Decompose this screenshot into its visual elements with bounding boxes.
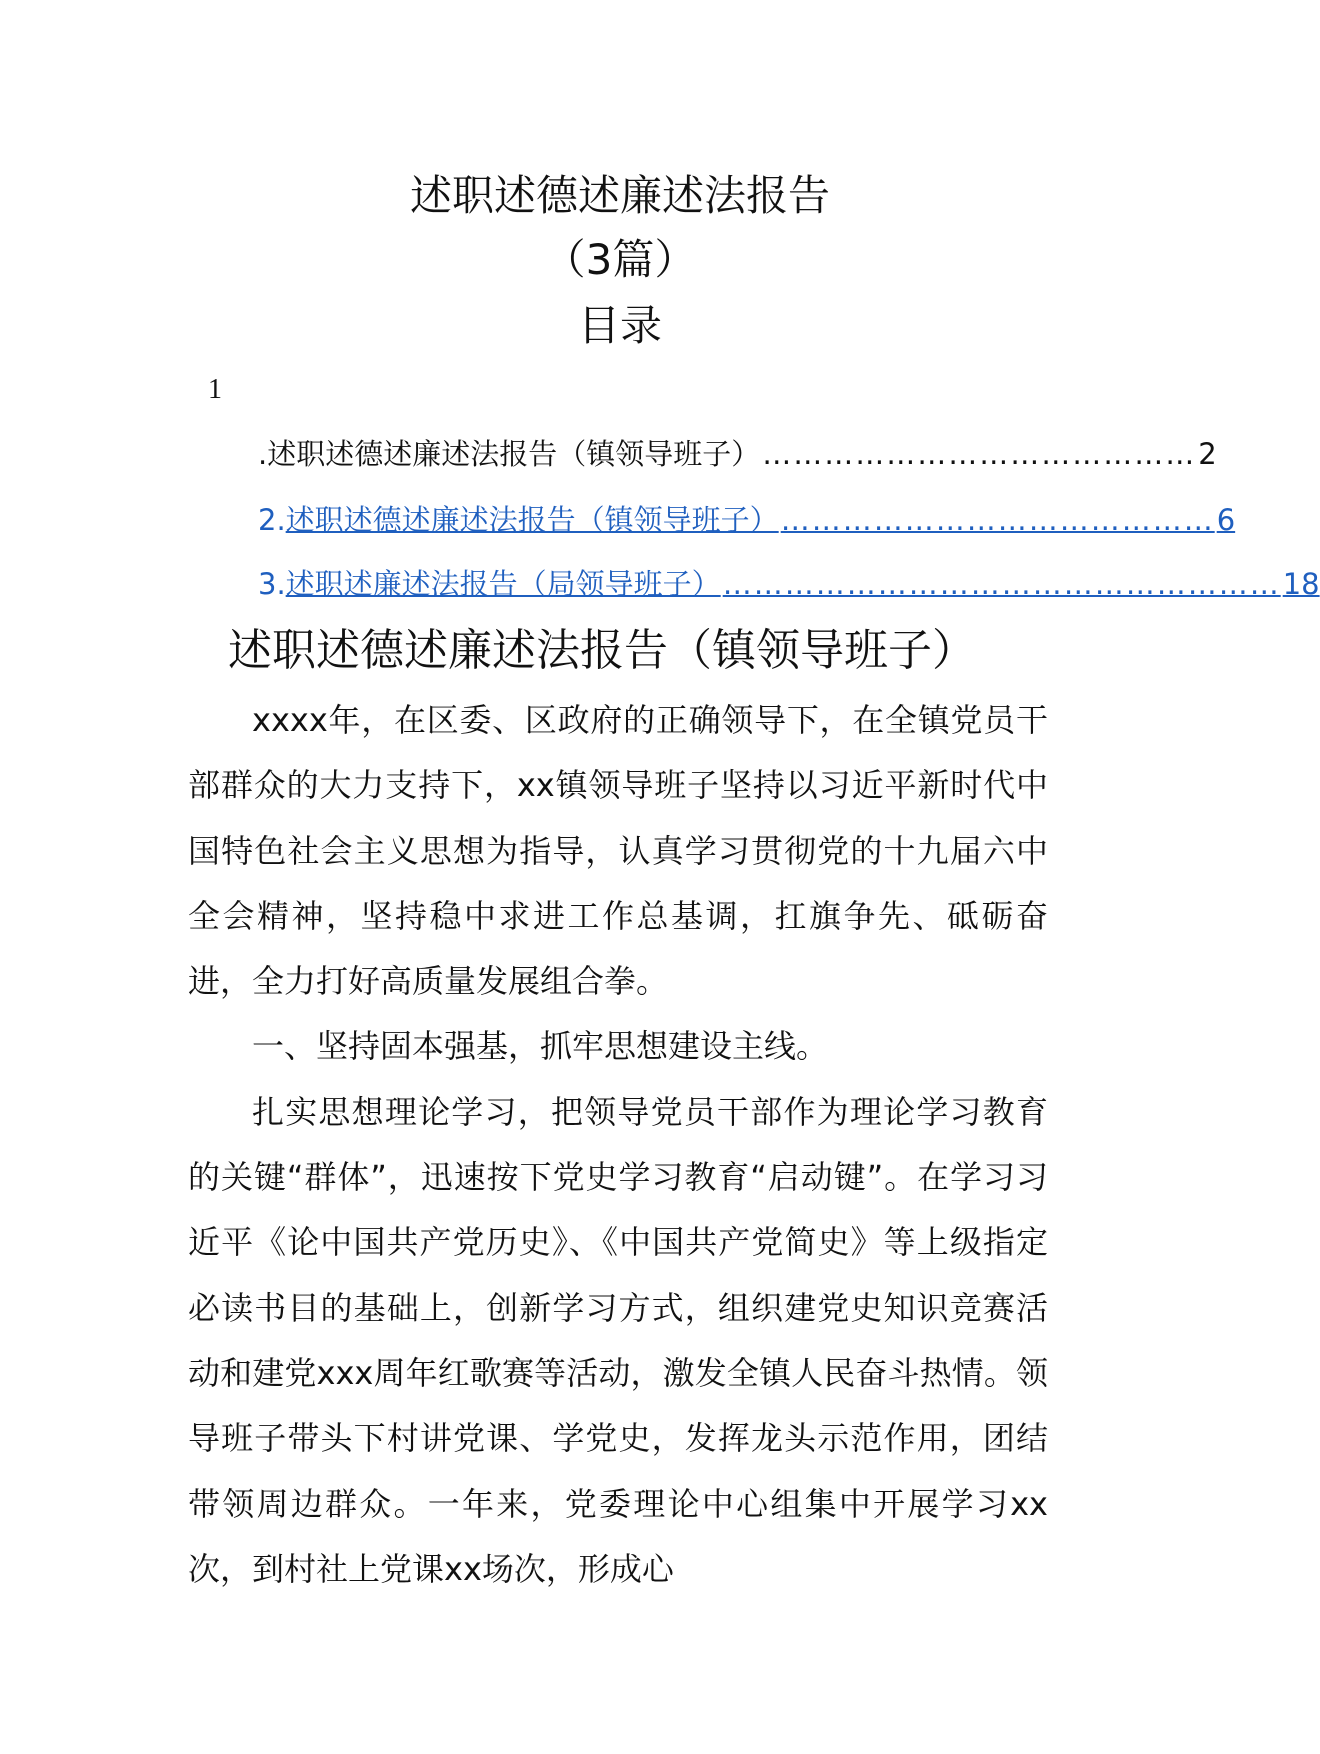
toc-entry-text[interactable]: 述职述德述廉述法报告（镇领导班子） bbox=[285, 503, 779, 537]
toc-heading: 目录 bbox=[577, 301, 662, 350]
toc-entry-text[interactable]: 述职述廉述法报告（局领导班子） bbox=[285, 567, 721, 601]
toc-page-number[interactable]: 18 bbox=[1282, 567, 1320, 601]
toc-leader-dots: …………………………………… bbox=[762, 437, 1197, 471]
toc-leader-dots[interactable]: ……………………………………………… bbox=[722, 567, 1281, 601]
paragraph-intro: xxxx年，在区委、区政府的正确领导下，在全镇党员干部群众的大力支持下，xx镇领导班子坚持以习近平新时代中国特色社会主义思想为指导，认真学习贯彻党的十九届六中全会精神，坚持稳中求进工作总基调，扛旗争先、砥砺奋进，全力打好高质量发展组合拳。 bbox=[188, 701, 1048, 1001]
paragraph-subheading: 一、坚持固本强基，抓牢思想建设主线。 bbox=[252, 1027, 829, 1066]
toc-leader-dots[interactable]: …………………………………… bbox=[780, 503, 1215, 537]
section-heading: 述职述德述廉述法报告（镇领导班子） bbox=[228, 625, 976, 676]
toc-entry-1[interactable] bbox=[258, 434, 1217, 474]
toc-entry-3-link[interactable] bbox=[258, 564, 1320, 604]
toc-number: 1 bbox=[208, 374, 222, 405]
document-count: （3篇） bbox=[543, 235, 697, 284]
toc-page-number: 2 bbox=[1198, 437, 1217, 471]
paragraph-study: 扎实思想理论学习，把领导党员干部作为理论学习教育的关键“群体”，迅速按下党史学习教育“启动键”。在学习习近平《论中国共产党历史》、《中国共产党简史》等上级指定必读书目的基础上，创新学习方式，组织建党史知识竞赛活动和建党xxx周年红歌赛等活动，激发全镇人民奋斗热情。领导班子带头下村讲党课、学党史，发挥龙头示范作用，团结带领周边群众。一年来，党委理论中心组集中开展学习xx次，到村社上党课xx场次，形成心 bbox=[188, 1092, 1048, 1588]
toc-entry-text: .述职述德述廉述法报告（镇领导班子） bbox=[258, 437, 761, 471]
toc-entry-2-link[interactable] bbox=[258, 500, 1236, 540]
toc-entry-index: 2. bbox=[258, 503, 286, 537]
toc-entry-index: 3. bbox=[258, 567, 286, 601]
body-text bbox=[188, 688, 1048, 1602]
toc-page-number[interactable]: 6 bbox=[1216, 503, 1236, 537]
document-title: 述职述德述廉述法报告 bbox=[409, 171, 830, 220]
